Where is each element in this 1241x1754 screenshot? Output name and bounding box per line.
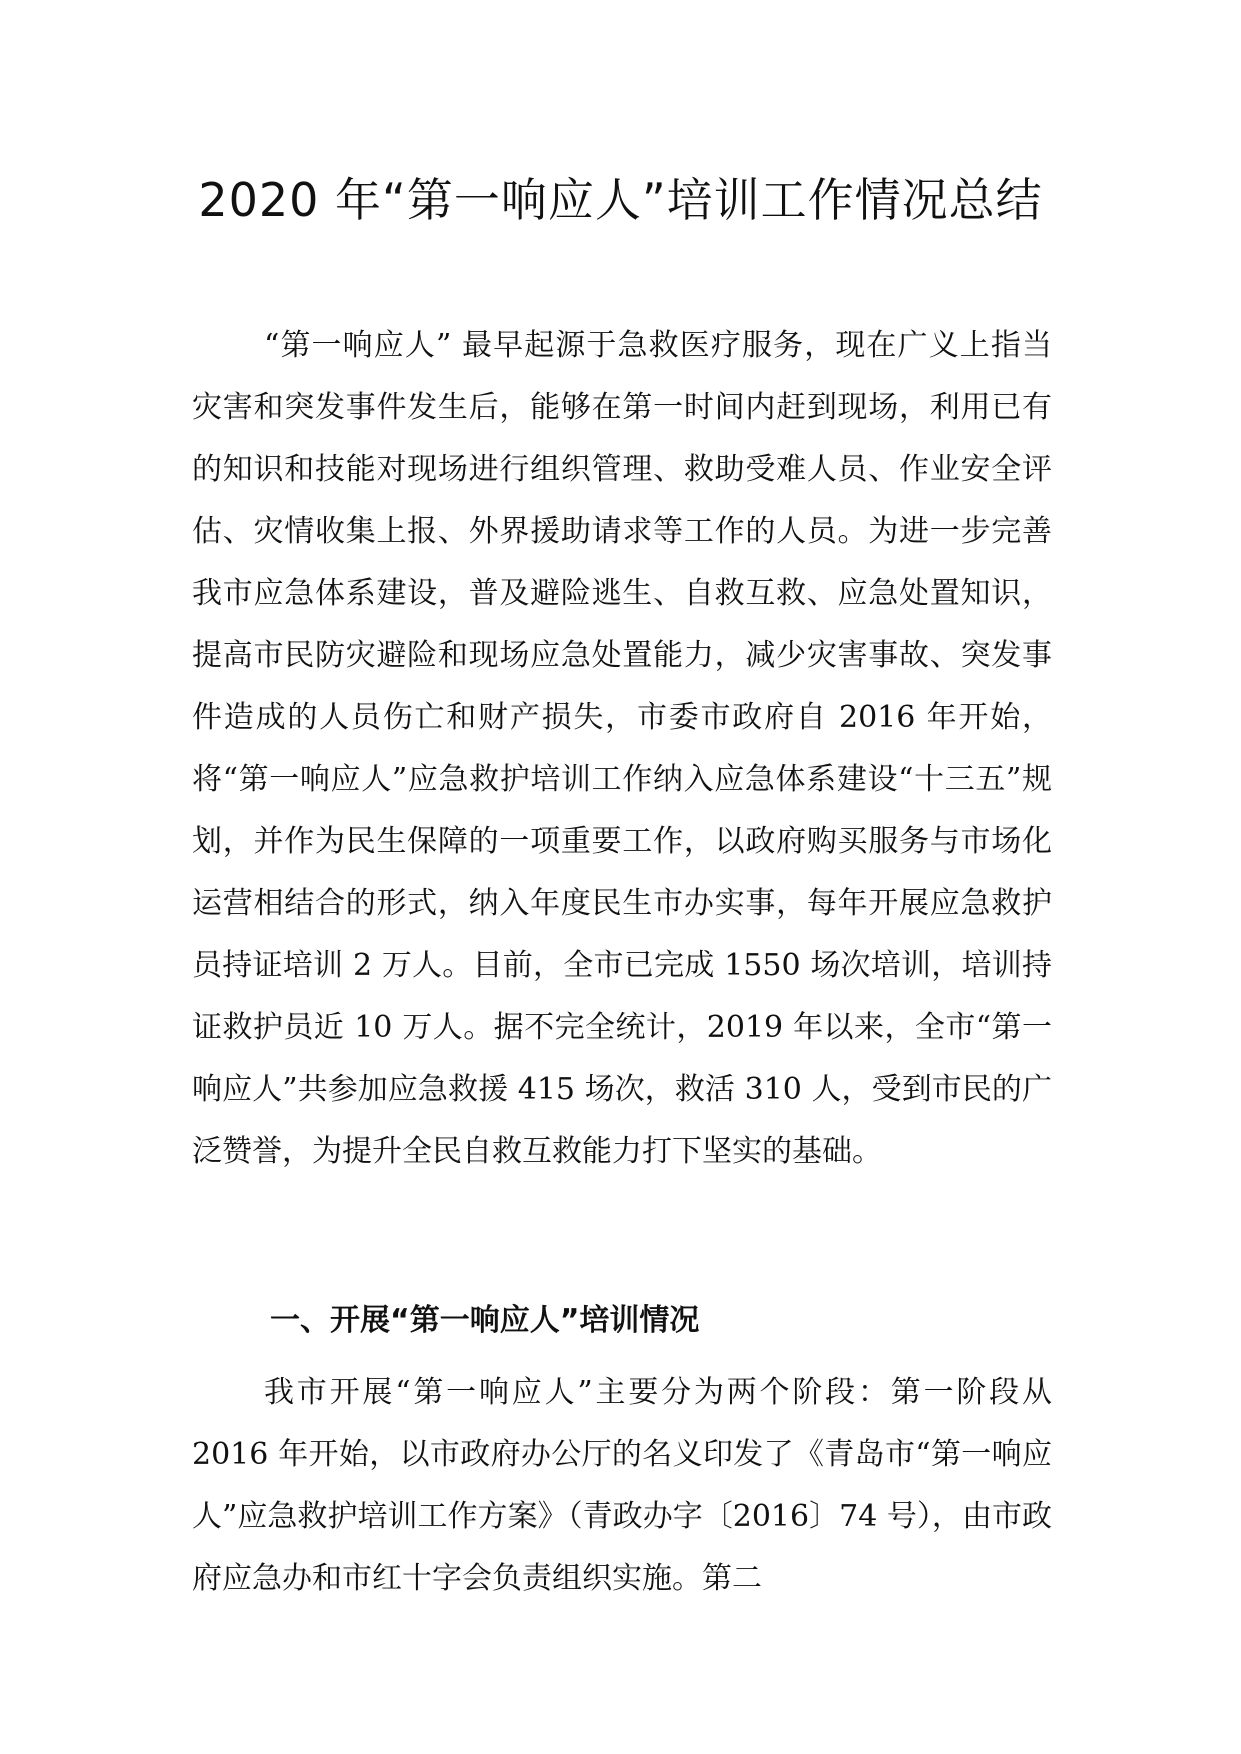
document-title: 2020 年“第一响应人”培训工作情况总结 (198, 173, 1043, 227)
body-paragraph-intro: “第一响应人” 最早起源于急救医疗服务，现在广义上指当灾害和突发事件发生后，能够在第一时间内赶到现场，利用已有的知识和技能对现场进行组织管理、救助受难人员、作业安全评估、灾情收集上报、外界援助请求等工作的人员。为进一步完善我市应急体系建设，普及避险逃生、自救互救、应急处置知识，提高市民防灾避险和现场应急处置能力，减少灾害事故、突发事件造成的人员伤亡和财产损失，市委市政府自 2016 年开始，将“第一响应人”应急救护培训工作纳入应急体系建设“十三五”规划，并作为民生保障的一项重要工作，以政府购买服务与市场化运营相结合的形式，纳入年度民生市办实事，每年开展应急救护员持证培训 2 万人。目前，全市已完成 1550 场次培训，培训持证救护员近 10 万人。据不完全统计，2019 年以来，全市“第一响应人”共参加应急救援 415 场次，救活 310 人，受到市民的广泛赞誉，为提升全民自救互救能力打下坚实的基础。 (192, 328, 1052, 1169)
body-paragraph-stages: 我市开展“第一响应人”主要分为两个阶段：第一阶段从 2016 年开始，以市政府办公厅的名义印发了《青岛市“第一响应人”应急救护培训工作方案》（青政办字〔2016〕74 号），由市政府应急办和市红十字会负责组织实施。第二 (192, 1375, 1092, 1596)
section-heading: 一、开展“第一响应人”培训情况 (270, 1303, 700, 1338)
